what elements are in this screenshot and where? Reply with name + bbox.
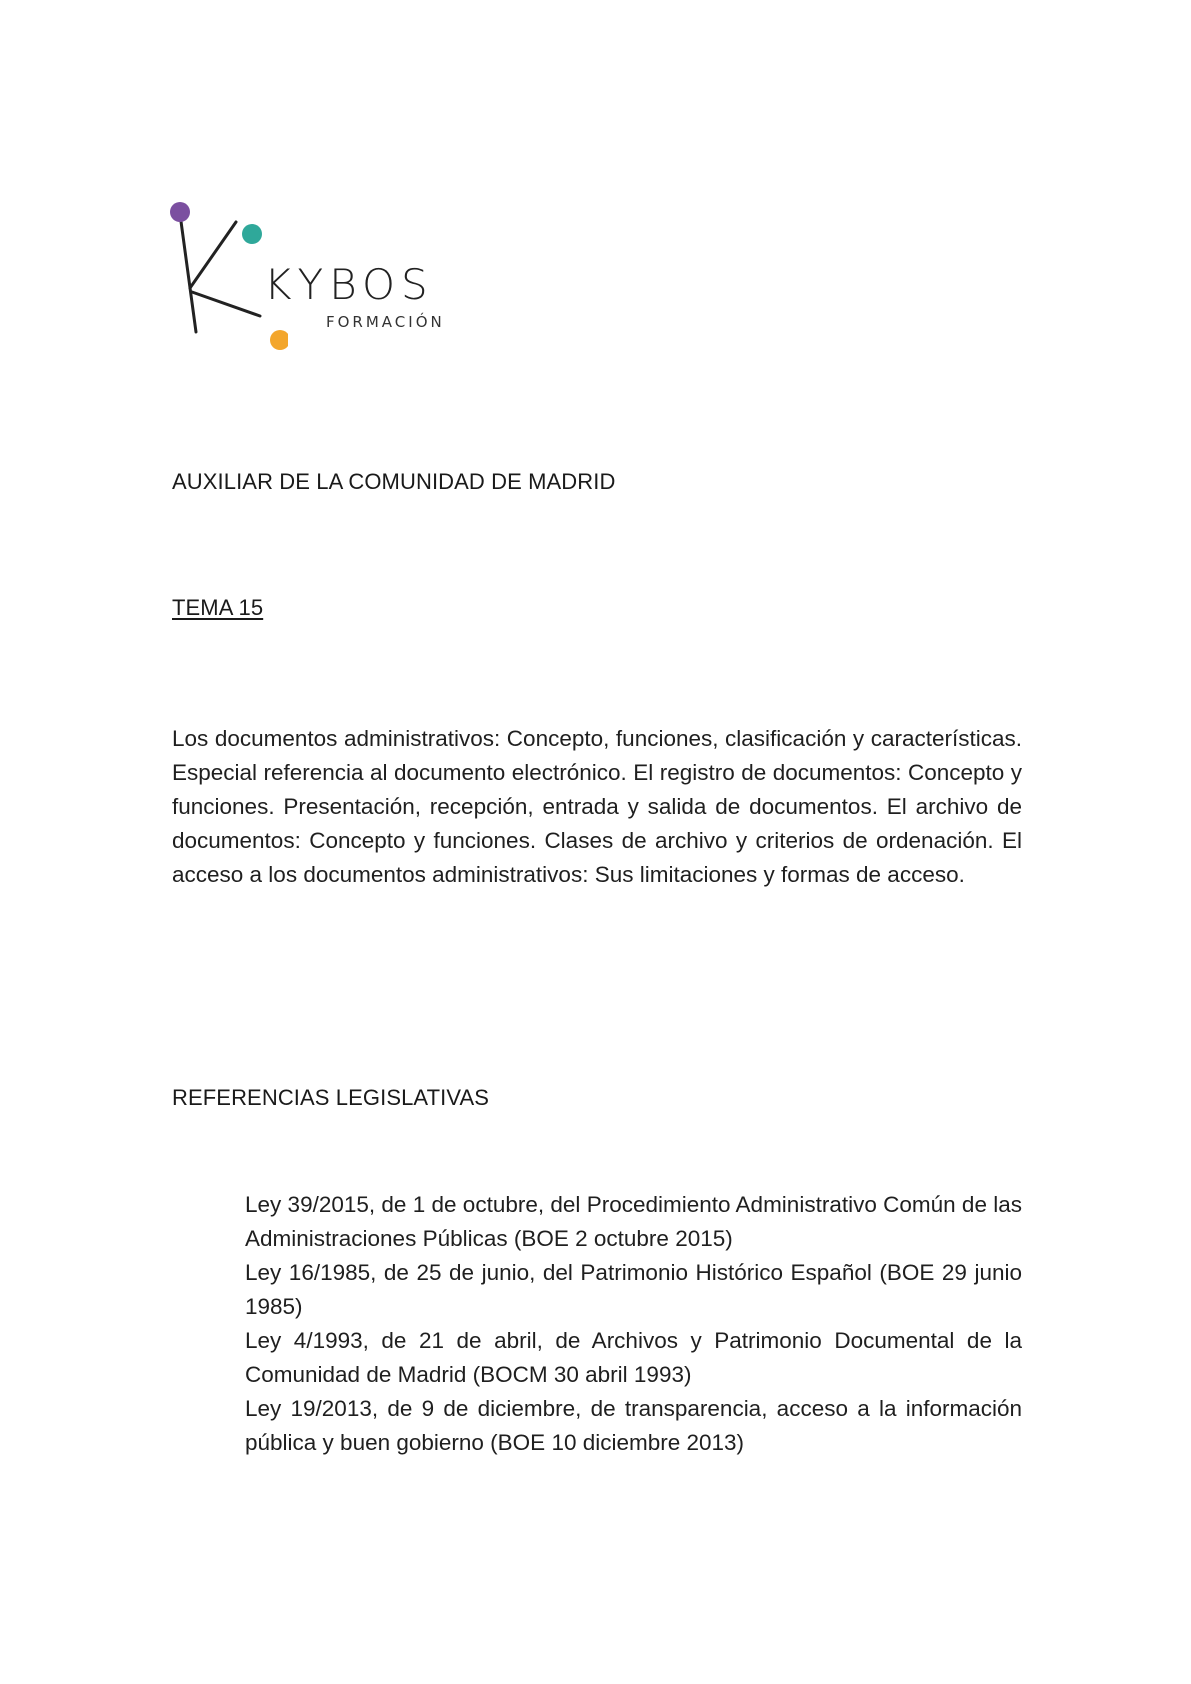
document-title: AUXILIAR DE LA COMUNIDAD DE MADRID [172, 469, 616, 494]
logo-wordmark: KYBOS [264, 260, 434, 309]
teal-dot-icon [242, 224, 262, 244]
purple-dot-icon [170, 202, 190, 222]
reference-item: Ley 16/1985, de 25 de junio, del Patrimonio Histórico Español (BOE 29 junio 1985) [245, 1260, 1022, 1319]
reference-item: Ley 19/2013, de 9 de diciembre, de transparencia, acceso a la información pública y buen gobierno (BOE 10 diciembre 2013) [245, 1396, 1022, 1455]
references-heading: REFERENCIAS LEGISLATIVAS [172, 1085, 490, 1110]
tema-description: Los documentos administrativos: Concepto, funciones, clasificación y características. Especial referencia al documento electrónico. El registro de documentos: Concepto y funciones. Presentación, recepción, entrada y salida de documentos. El archivo de documentos: Concepto y funciones. Clases de archivo y criterios de ordenación. El acceso a los documentos administrativos: Sus limitaciones y formas de acceso. [172, 726, 1022, 887]
reference-item: Ley 39/2015, de 1 de octubre, del Procedimiento Administrativo Común de las Administraciones Públicas (BOE 2 octubre 2015) [245, 1192, 1022, 1251]
kybos-logo [168, 200, 468, 360]
tema-heading: TEMA 15 [172, 595, 264, 620]
orange-dot-icon [270, 330, 288, 350]
logo-subtitle: FORMACIÓN [326, 313, 445, 331]
references-list [245, 1188, 1022, 1460]
reference-item: Ley 4/1993, de 21 de abril, de Archivos y Patrimonio Documental de la Comunidad de Madrid (BOCM 30 abril 1993) [245, 1328, 1022, 1387]
